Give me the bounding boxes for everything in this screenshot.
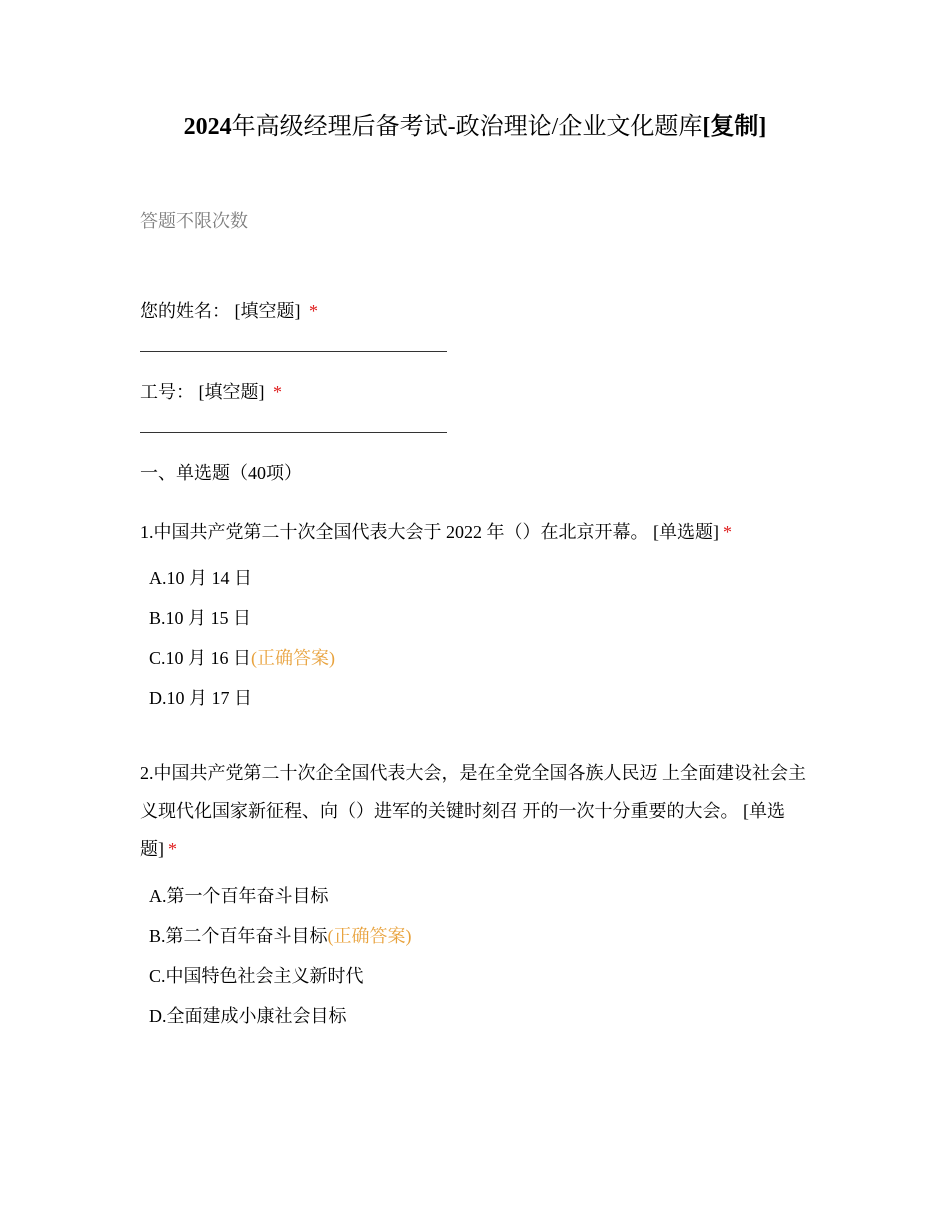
- option-a[interactable]: [149, 558, 335, 598]
- option-d-text: D.10 月 17 日: [149, 688, 252, 708]
- section-heading: 一、单选题（40项）: [140, 463, 302, 483]
- question-2-text: 2.中国共产党第二十次企全国代表大会，是在全党全国各族人民迈 上全面建设社会主义现代化国家新征程、向（）进军的关键时刻召 开的一次十分重要的大会。: [140, 763, 806, 821]
- option-c-text: C.10 月 16 日: [149, 648, 252, 668]
- option-c[interactable]: [149, 956, 412, 996]
- question-1: [140, 513, 820, 551]
- required-marker: *: [273, 382, 282, 402]
- page-title: [0, 110, 950, 144]
- title-text: 年高级经理后备考试-政治理论/企业文化题库: [231, 114, 703, 140]
- option-b-text: B.10 月 15 日: [149, 608, 252, 628]
- option-a-text: A.10 月 14 日: [149, 568, 252, 588]
- question-2-type: [单选题]: [140, 801, 785, 859]
- correct-answer-tag: (正确答案): [327, 926, 412, 946]
- option-d-text: D.全面建成小康社会目标: [149, 1006, 347, 1026]
- option-b-text: B.第二个百年奋斗目标: [149, 926, 328, 946]
- title-year: 2024: [183, 114, 232, 140]
- name-type: [填空题]: [234, 301, 301, 321]
- question-1-text: 1.中国共产党第二十次全国代表大会于 2022 年（）在北京开幕。: [140, 522, 649, 542]
- id-field-label: [140, 379, 282, 405]
- id-type: [填空题]: [198, 382, 265, 402]
- name-label: 您的姓名：: [140, 301, 230, 321]
- name-input-line[interactable]: [140, 351, 447, 352]
- option-a[interactable]: [149, 876, 412, 916]
- question-2: [140, 754, 820, 868]
- question-1-options: [149, 558, 335, 718]
- question-2-options: [149, 876, 412, 1036]
- required-marker: *: [168, 839, 177, 859]
- option-c-text: C.中国特色社会主义新时代: [149, 966, 364, 986]
- required-marker: *: [309, 301, 318, 321]
- option-d[interactable]: [149, 996, 412, 1036]
- option-d[interactable]: [149, 678, 335, 718]
- required-marker: *: [723, 522, 732, 542]
- correct-answer-tag: (正确答案): [251, 648, 336, 668]
- title-suffix: [复制]: [702, 114, 767, 140]
- id-input-line[interactable]: [140, 432, 447, 433]
- option-b[interactable]: [149, 916, 412, 956]
- option-b[interactable]: [149, 598, 335, 638]
- option-c[interactable]: [149, 638, 335, 678]
- question-1-type: [单选题]: [653, 522, 719, 542]
- attempt-note: 答题不限次数: [140, 211, 248, 231]
- option-a-text: A.第一个百年奋斗目标: [149, 886, 329, 906]
- id-label: 工号：: [140, 382, 194, 402]
- name-field-label: [140, 298, 318, 324]
